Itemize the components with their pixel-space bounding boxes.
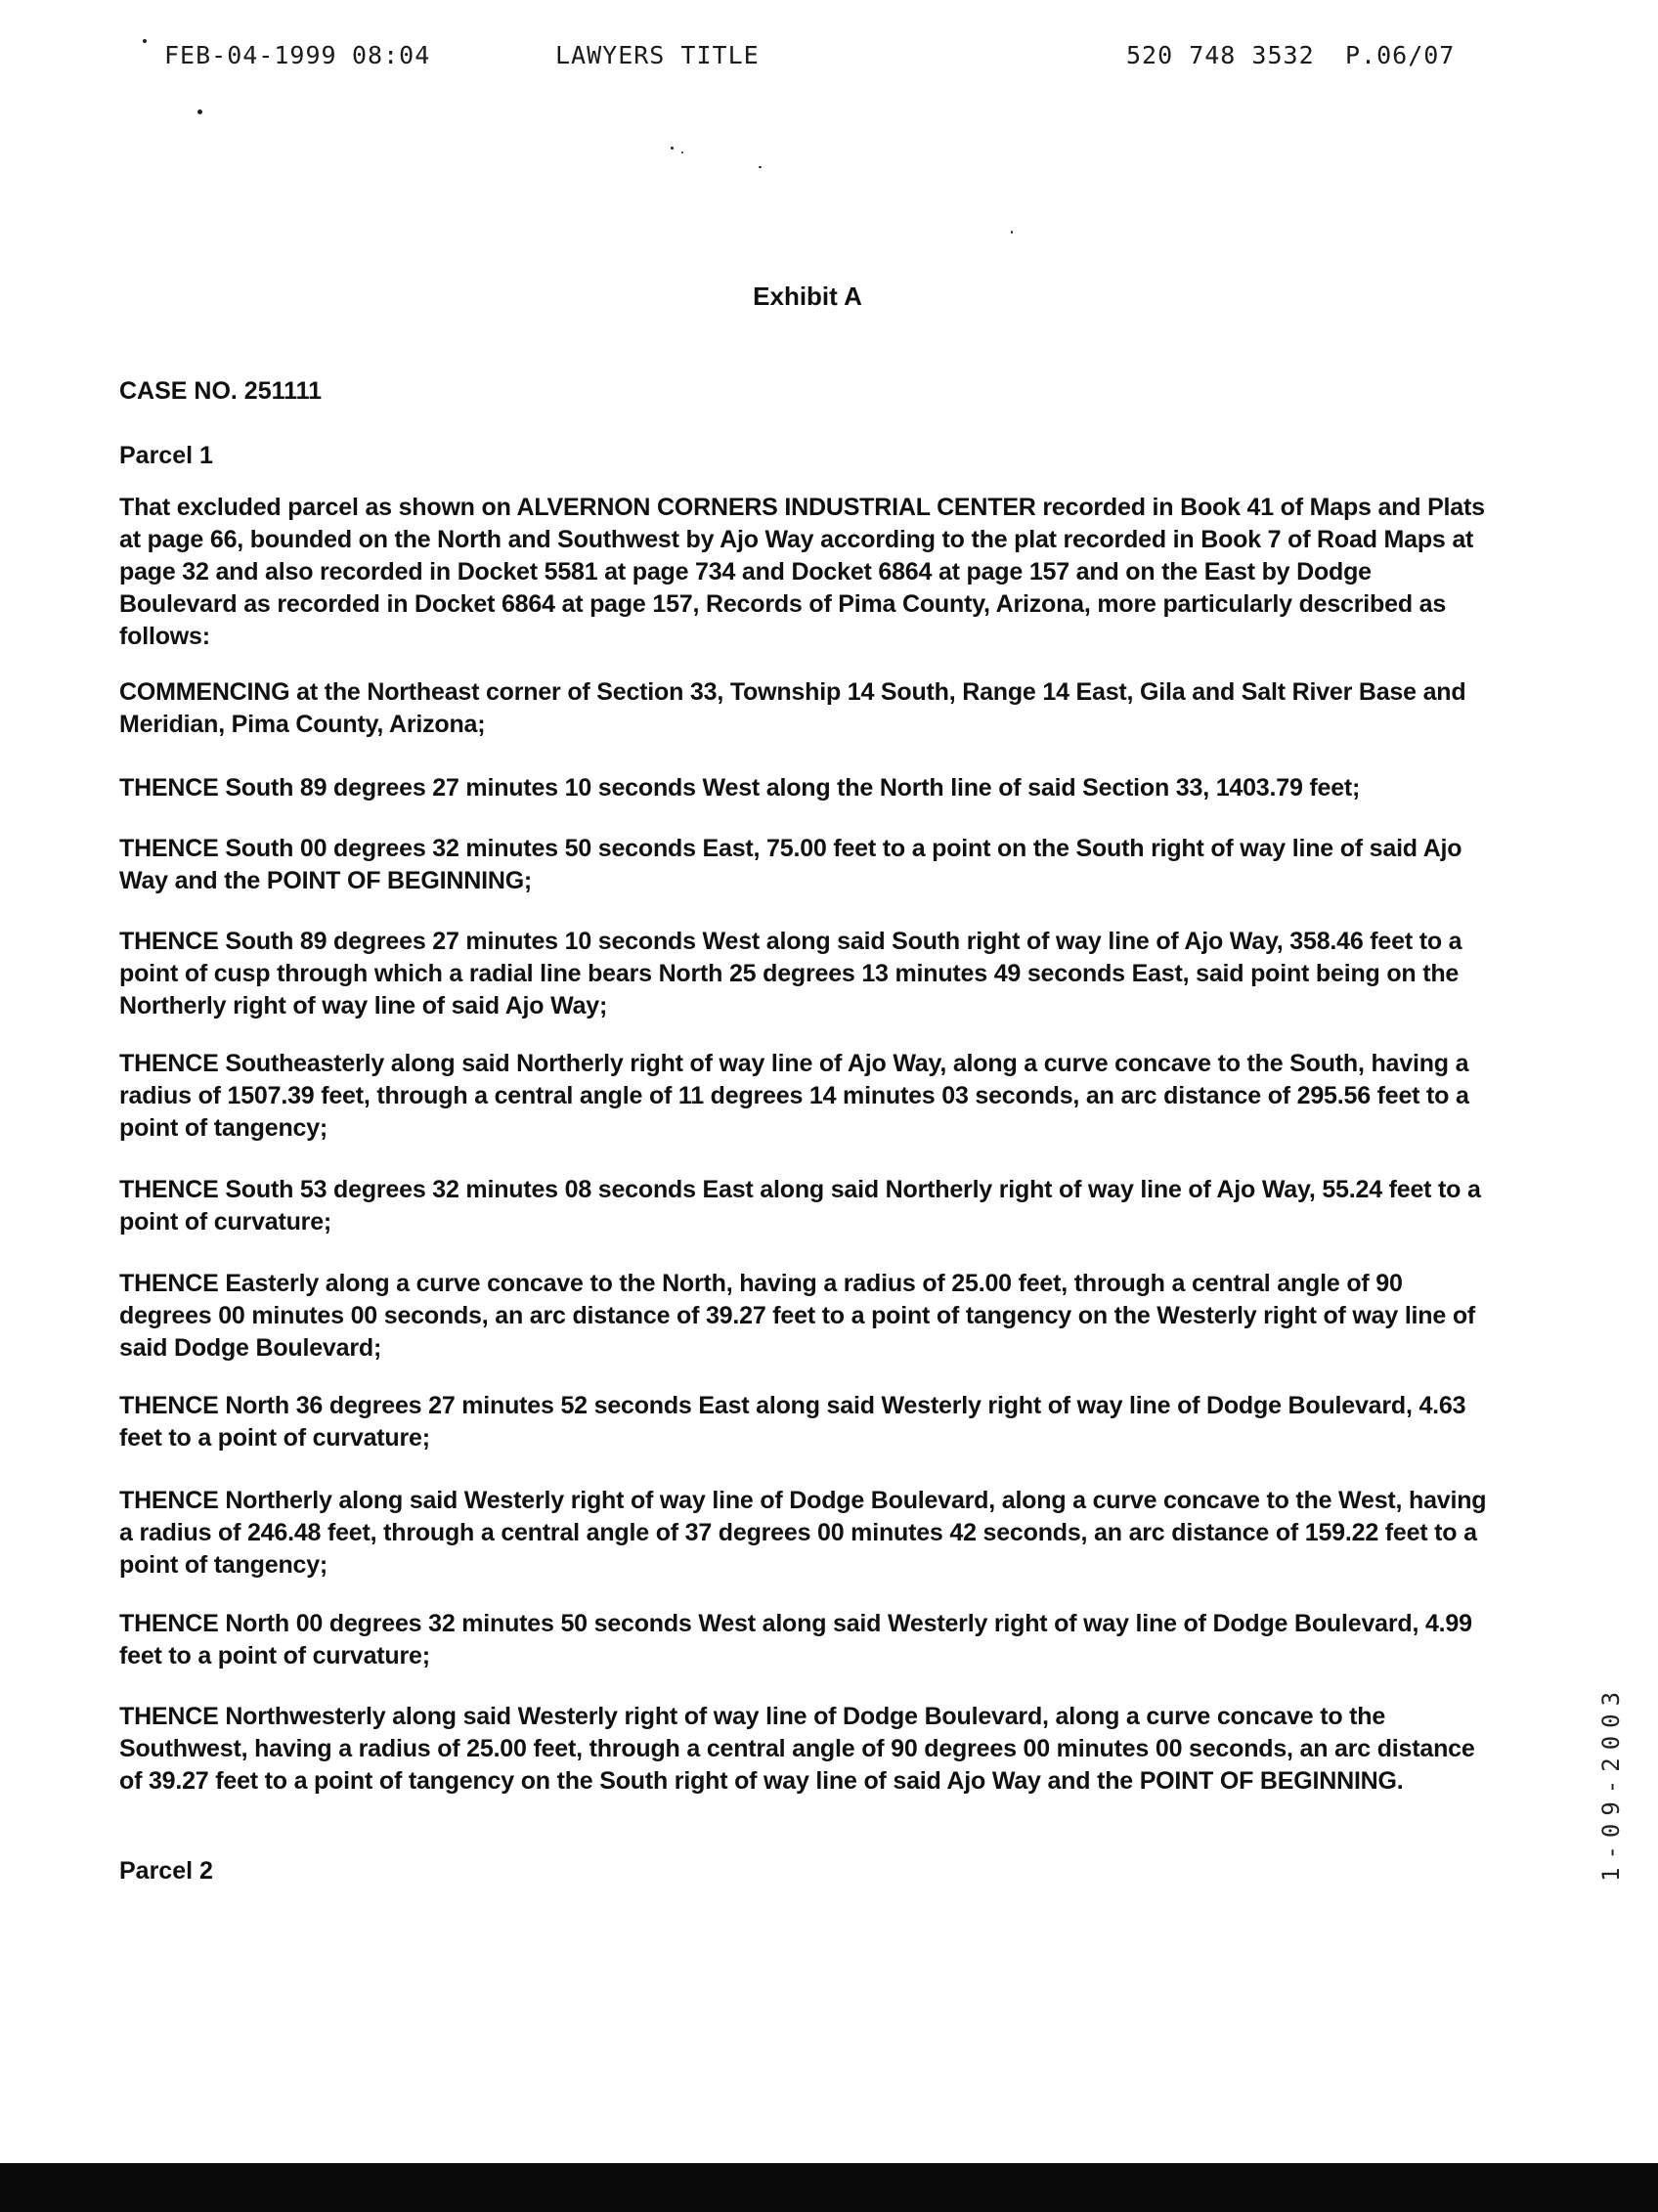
fax-time: 08:04 <box>352 41 431 69</box>
scan-speck <box>671 147 674 150</box>
legal-description-paragraph: THENCE Northerly along said Westerly right of way line of Dodge Boulevard, along a curve concave to the West, having a radius of 246.48 feet, through a central angle of 37 degrees 00 minutes 42 seconds, an arc distance of 159.22 feet to a point of tangency; <box>119 1487 1487 1579</box>
scan-speck <box>681 152 683 153</box>
parcel-heading: Parcel 2 <box>119 1857 213 1885</box>
legal-description-paragraph: THENCE Northwesterly along said Westerly right of way line of Dodge Boulevard, along a curve concave to the Southwest, having a radius of 25.00 feet, through a central angle of 90 degrees 00 minutes 00 seconds, an arc distance of 39.27 feet to a point of tangency on the South right of way line of said Ajo Way and the POINT OF BEGINNING. <box>119 1703 1475 1795</box>
fax-header <box>0 41 1658 76</box>
parcel-heading: Parcel 1 <box>119 442 213 469</box>
legal-description-paragraph: THENCE South 53 degrees 32 minutes 08 seconds East along said Northerly right of way line of Ajo Way, 55.24 feet to a point of curvature; <box>119 1176 1481 1236</box>
side-stamp <box>1595 1549 1625 1882</box>
scan-edge-bar <box>0 2163 1658 2212</box>
fax-date: FEB-04-1999 <box>164 41 337 69</box>
side-stamp-text: 1-09-2003 <box>1597 1683 1625 1882</box>
fax-sender: LAWYERS TITLE <box>555 41 760 69</box>
fax-phone: 520 748 3532 <box>1126 41 1315 69</box>
legal-description-paragraph: THENCE South 89 degrees 27 minutes 10 seconds West along said South right of way line of Ajo Way, 358.46 feet to a point of cusp through which a radial line bears North 25 degrees 13 minutes 49 seconds East, said point being on the Northerly right of way line of said Ajo Way; <box>119 928 1462 1019</box>
scan-speck <box>197 109 202 114</box>
legal-description-paragraph: THENCE South 89 degrees 27 minutes 10 seconds West along the North line of said Section 33, 1403.79 feet; <box>119 774 1361 802</box>
scan-speck <box>759 166 762 168</box>
legal-description-paragraph: THENCE South 00 degrees 32 minutes 50 seconds East, 75.00 feet to a point on the South right of way line of said Ajo Way and the POINT OF BEGINNING; <box>119 835 1462 894</box>
legal-description-paragraph: THENCE North 36 degrees 27 minutes 52 seconds East along said Westerly right of way line of Dodge Boulevard, 4.63 feet to a point of curvature; <box>119 1392 1466 1452</box>
legal-description-paragraph: THENCE Easterly along a curve concave to the North, having a radius of 25.00 feet, through a central angle of 90 degrees 00 minutes 00 seconds, an arc distance of 39.27 feet to a point of tangency on the Westerly right of way line of said Dodge Boulevard; <box>119 1270 1476 1362</box>
scan-speck <box>1011 231 1013 234</box>
fax-page-number: P.06/07 <box>1345 41 1456 69</box>
legal-description-paragraph: THENCE Southeasterly along said Northerly right of way line of Ajo Way, along a curve concave to the South, having a radius of 1507.39 feet, through a central angle of 11 degrees 14 minutes 03 seconds, an arc distance of 295.56 feet to a point of tangency; <box>119 1050 1469 1142</box>
exhibit-title: Exhibit A <box>753 282 862 311</box>
case-number: CASE NO. 251111 <box>119 377 323 405</box>
scan-speck <box>143 39 147 43</box>
legal-description-paragraph: THENCE North 00 degrees 32 minutes 50 seconds West along said Westerly right of way line of Dodge Boulevard, 4.99 feet to a point of curvature; <box>119 1610 1472 1670</box>
legal-description-paragraph: COMMENCING at the Northeast corner of Section 33, Township 14 South, Range 14 East, Gila and Salt River Base and Meridian, Pima County, Arizona; <box>119 678 1466 738</box>
legal-description-paragraph: That excluded parcel as shown on ALVERNON CORNERS INDUSTRIAL CENTER recorded in Book 41 of Maps and Plats at page 66, bounded on the North and Southwest by Ajo Way according to the plat recorded in Book 7 of Road Maps at page 32 and also recorded in Docket 5581 at page 734 and Docket 6864 at page 157 and on the East by Dodge Boulevard as recorded in Docket 6864 at page 157, Records of Pima County, Arizona, more particularly described as follows: <box>119 494 1485 650</box>
